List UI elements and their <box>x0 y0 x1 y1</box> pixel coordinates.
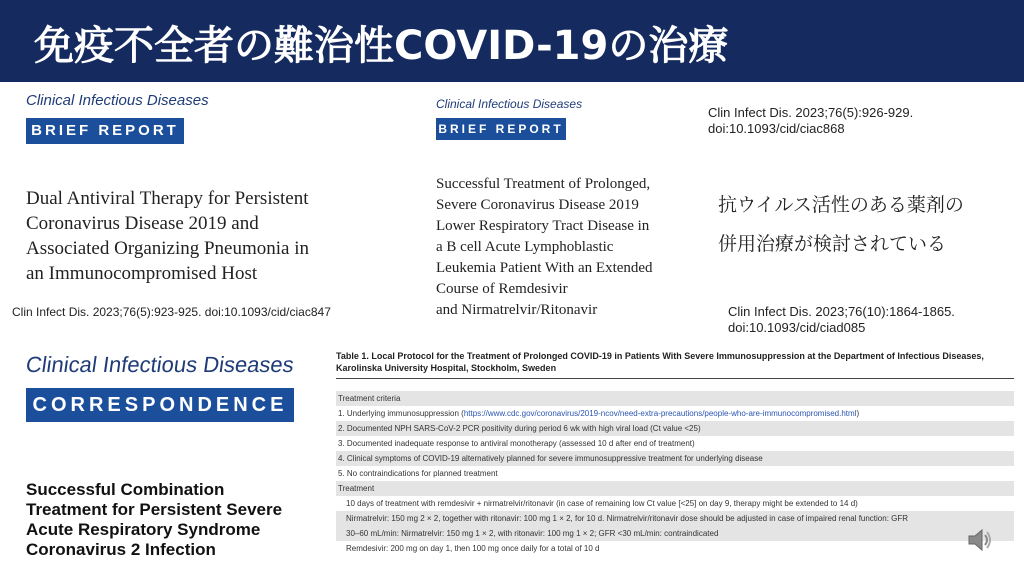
paper2-title-line: Successful Treatment of Prolonged, <box>436 176 651 192</box>
japanese-note <box>718 186 1008 264</box>
paper1-title-line: Associated Organizing Pneumonia in <box>26 238 310 259</box>
paper1-title-line: Coronavirus Disease 2019 and <box>26 213 259 234</box>
cdc-link[interactable]: https://www.cdc.gov/coronavirus/2019-ncov/need-extra-precautions/people-who-are-immunocompromised.html <box>463 409 857 418</box>
table-row <box>336 541 1014 556</box>
table-row <box>336 496 1014 511</box>
paper3-title-line: Acute Respiratory Syndrome <box>26 520 261 539</box>
table-spacer <box>336 379 1014 391</box>
paper3-citation-line: Clin Infect Dis. 2023;76(10):1864-1865. <box>728 304 955 319</box>
paper2-title <box>436 174 653 321</box>
paper3-journal: Clinical Infectious Diseases <box>24 352 296 377</box>
japanese-note-line: 併用治療が検討されている <box>718 233 947 255</box>
paper3-title-line: Treatment for Persistent Severe <box>26 500 283 519</box>
paper1-citation: Clin Infect Dis. 2023;76(5):923-925. doi:10.1093/cid/ciac847 <box>12 305 331 319</box>
paper2-journal: Clinical Infectious Diseases <box>436 97 583 111</box>
table-row <box>336 526 1014 541</box>
paper2-title-line: and Nirmatrelvir/Ritonavir <box>436 302 598 318</box>
paper1-badge: BRIEF REPORT <box>26 118 184 144</box>
paper2-citation-line: doi:10.1093/cid/ciac868 <box>708 121 845 136</box>
paper3-citation-line: doi:10.1093/cid/ciad085 <box>728 320 866 335</box>
table-row <box>336 511 1014 526</box>
table-cell-text: Remdesivir: 200 mg on day 1, then 100 mg once daily for a total of 10 d <box>346 544 600 553</box>
paper3-badge: CORRESPONDENCE <box>26 388 294 422</box>
paper3-citation <box>728 304 955 336</box>
table-cell-text: 10 days of treatment with remdesivir + nirmatrelvir/ritonavir (in case of remaining low Ct value [<25] on day 9, therapy might be extended to 14 d) <box>346 499 858 508</box>
paper3-title <box>26 480 282 560</box>
table-cell-text: Treatment <box>338 484 375 493</box>
table-row <box>336 436 1014 451</box>
table-body <box>336 391 1014 556</box>
table-row <box>336 391 1014 406</box>
paper2-badge: BRIEF REPORT <box>436 118 566 140</box>
table-cell-text: ) <box>856 409 860 418</box>
table-cell-text: 30–60 mL/min: Nirmatrelvir: 150 mg 1 × 2, with ritonavir: 100 mg 1 × 2; GFR <30 mL/min: contraindicated <box>346 529 719 538</box>
paper2-title-line: Course of Remdesivir <box>436 281 568 297</box>
paper2-title-line: Leukemia Patient With an Extended <box>436 260 653 276</box>
table-caption-line: Table 1. Local Protocol for the Treatment of Prolonged COVID-19 in Patients With Severe Immunosuppression at the Department of Infectious Diseases, <box>336 351 984 361</box>
paper1-title-line: an Immunocompromised Host <box>26 263 258 284</box>
paper1-journal: Clinical Infectious Diseases <box>26 92 209 109</box>
paper1-title <box>26 186 309 286</box>
table-row <box>336 406 1014 421</box>
japanese-note-line: 抗ウイルス活性のある薬剤の <box>718 194 964 216</box>
table-cell-text: 3. Documented inadequate response to antiviral monotherapy (assessed 10 d after end of treatment) <box>338 439 695 448</box>
paper2-title-line: Lower Respiratory Tract Disease in <box>436 218 650 234</box>
table-row <box>336 421 1014 436</box>
paper2-citation <box>708 105 913 137</box>
table-cell-text: 4. Clinical symptoms of COVID-19 alternatively planned for severe immunosuppressive treatment for underlying disease <box>338 454 763 463</box>
paper3-title-line: Successful Combination <box>26 480 225 499</box>
table-caption-line: Karolinska University Hospital, Stockholm, Sweden <box>336 363 557 373</box>
table-caption <box>336 350 1014 379</box>
paper2-citation-line: Clin Infect Dis. 2023;76(5):926-929. <box>708 105 914 120</box>
table-cell-text: 1. Underlying immunosuppression ( <box>338 409 464 418</box>
protocol-table <box>336 350 1014 568</box>
table-row <box>336 466 1014 481</box>
table-cell-text: 2. Documented NPH SARS-CoV-2 PCR positivity during period 6 wk with high viral load (Ct value <25) <box>338 424 701 433</box>
paper1-title-line: Dual Antiviral Therapy for Persistent <box>26 188 309 209</box>
table-cell-text: Treatment criteria <box>338 394 401 403</box>
paper2-title-line: Severe Coronavirus Disease 2019 <box>436 197 639 213</box>
speaker-icon[interactable] <box>966 526 994 554</box>
table-row <box>336 451 1014 466</box>
slide-title: 免疫不全者の難治性COVID-19の治療 <box>34 23 729 69</box>
table-row <box>336 481 1014 496</box>
title-bar <box>0 0 1024 82</box>
paper3-title-line: Coronavirus 2 Infection <box>26 540 216 559</box>
table-cell-text: 5. No contraindications for planned treatment <box>338 469 498 478</box>
paper2-title-line: a B cell Acute Lymphoblastic <box>436 239 614 255</box>
table-cell-text: Nirmatrelvir: 150 mg 2 × 2, together with ritonavir: 100 mg 1 × 2, for 10 d. Nirmatrelvir/ritonavir dose should be adjusted in case of impaired renal function: GFR <box>346 514 909 523</box>
